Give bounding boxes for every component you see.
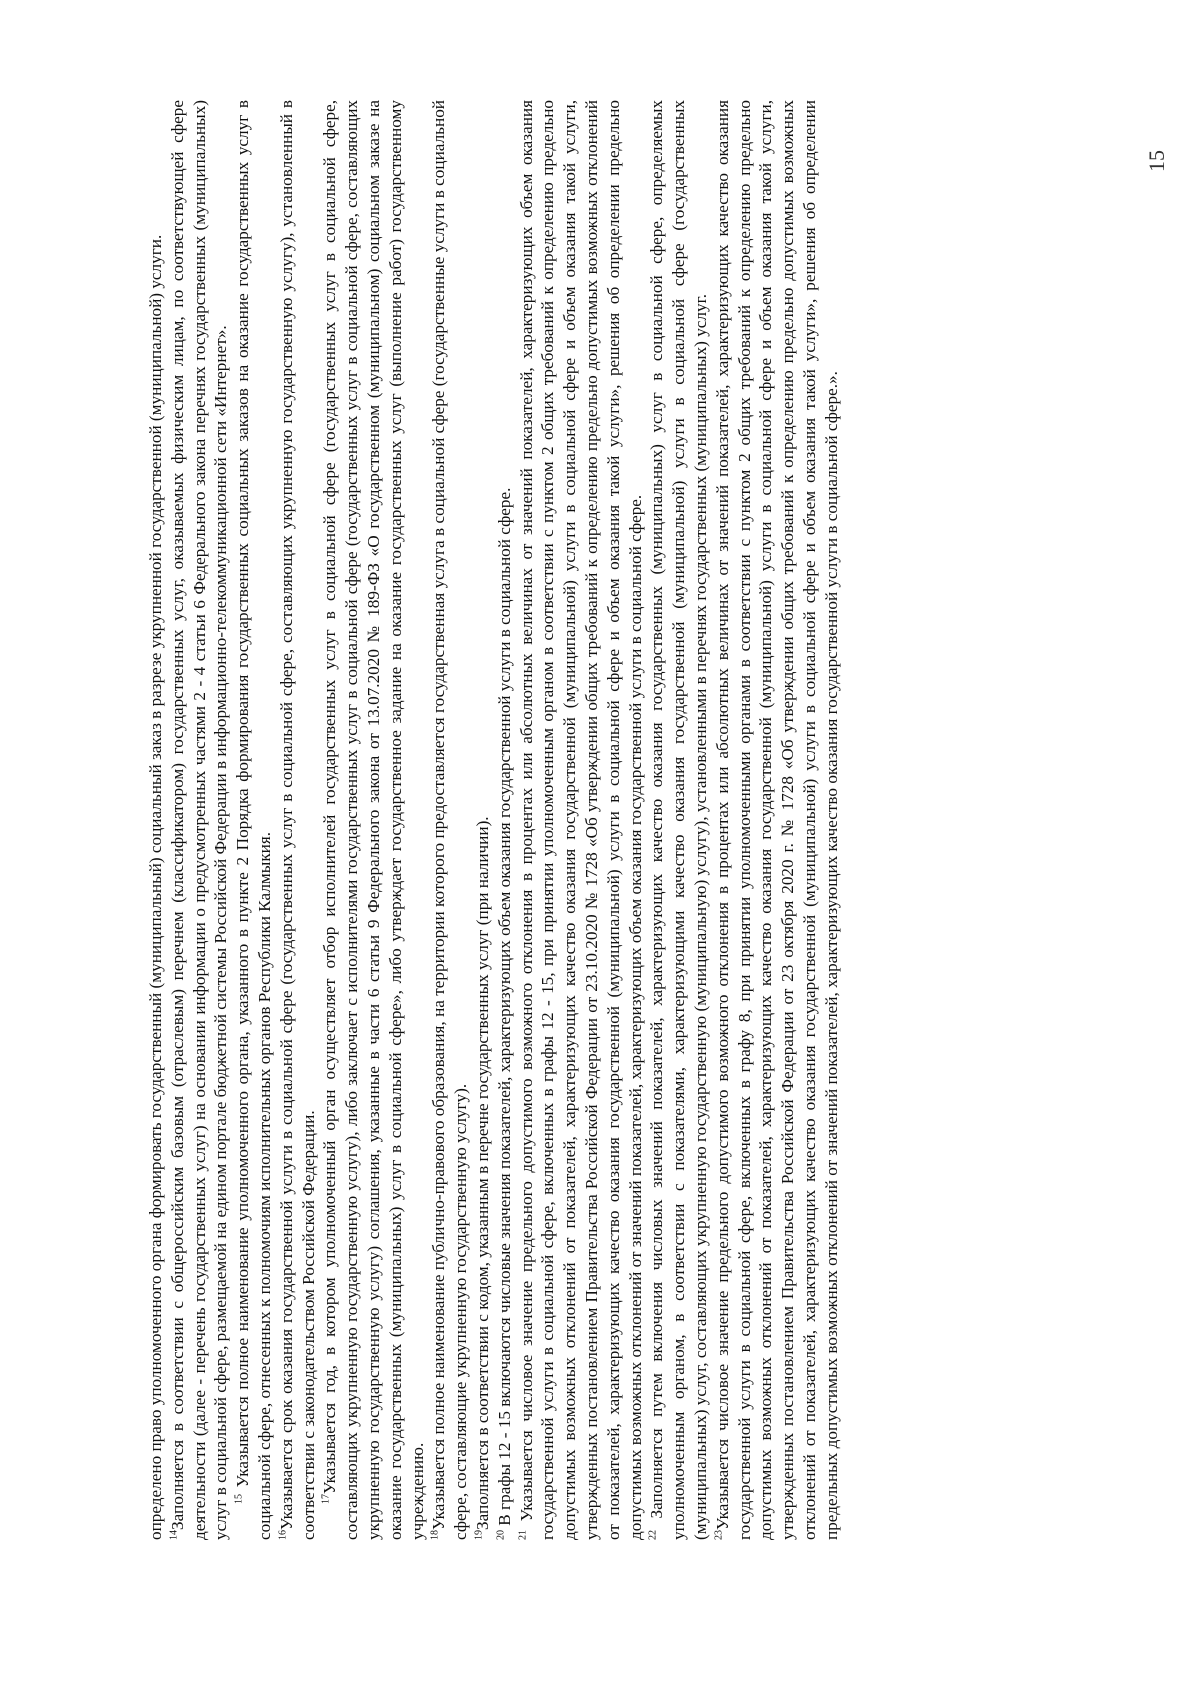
footnote-marker: 14: [168, 1530, 180, 1540]
footnote-17: [319, 100, 428, 1540]
footnote-marker: 17: [320, 1494, 332, 1504]
footnote-marker: 23: [712, 1530, 724, 1540]
page-number: 15: [1144, 150, 1169, 172]
footnotes-block: [145, 100, 843, 1540]
footnote-text: Указывается числовое значение предельного допустимого возможного отклонения в процентах или абсолютных величинах от значений показателей, характеризующих объем оказания государственной услуги в социальной сфере, включенных в графы 12 - 15, при принятии уполномоченным органом в соответствии с пунктом 2 общих требований к определению предельно допустимых возможных отклонений от показателей, характеризующих качество оказания государственной (муниципальной) услуги в социальной сфере и объем оказания такой услуги, утвержденных постановлением Правительства Российской Федерации от 23.10.2020 № 1728 «Об утверждении общих требований к определению предельно допустимых возможных отклонений от показателей, характеризующих качество оказания государственной (муниципальной) услуги в социальной сфере и объем оказания такой услуги», решения об определении предельно допустимых возможных отклонений от значений показателей, характеризующих объем оказания государственной услуги в социальной сфере.: [516, 99, 645, 1540]
rotated-page: [145, 100, 1060, 1540]
footnote-marker: 19: [473, 1530, 485, 1540]
footnote-continuation: [145, 100, 167, 1540]
footnote-marker: 20: [495, 1530, 507, 1540]
footnote-text: Заполняется в соответствии с кодом, указанным в перечне государственных услуг (при наличии).: [472, 816, 492, 1530]
footnote-20: [494, 100, 516, 1540]
footnote-19: [472, 100, 494, 1540]
footnote-marker: 22: [647, 1530, 659, 1540]
footnote-text: Заполняется в соответствии с общероссийским базовым (отраслевым) перечнем (классификатором) государственных услуг, оказываемых физическим лицам, по соответствующей сфере деятельности (далее - перечень государственных услуг) на основании информации о предусмотренных частями 2 - 4 статьи 6 Федерального закона перечнях государственных (муниципальных) услуг в социальной сфере, размещаемой на едином портале бюджетной системы Российской Федерации в информационно-телекоммуникационной сети «Интернет».: [167, 100, 231, 1540]
footnote-text: Указывается полное наименование уполномоченного органа, указанного в пункте 2 Порядка формирования государственных социальных заказов на оказание государственных услуг в социальной сфере, отнесенных к полномочиям исполнительных органов Республики Калмыкия.: [233, 99, 274, 1540]
footnote-text: Указывается числовое значение предельного допустимого возможного отклонения в процентах или абсолютных величинах от значений показателей, характеризующих качество оказания государственной услуги в социальной сфере, включенных в графу 8, при принятии уполномоченными органами в соответствии с пунктом 2 общих требований к определению предельно допустимых возможных отклонений от показателей, характеризующих качество оказания государственной (муниципальной) услуги в социальной сфере и объем оказания такой услуги, утвержденных постановлением Правительства Российской Федерации от 23 октября 2020 г. № 1728 «Об утверждении общих требований к определению предельно допустимых возможных отклонений от показателей, характеризующих качество оказания государственной (муниципальной) услуги в социальной сфере и объем оказания такой услуги», решения об определении предельных допустимых возможных отклонений от значений показателей, характеризующих качество оказания государственной услуги в социальной сфере.».: [712, 100, 841, 1540]
footnote-18: [428, 100, 472, 1540]
footnote-marker: 16: [277, 1530, 289, 1540]
footnote-text: Указывается полное наименование публично-правового образования, на территории которого предоставляется государственная услуга в социальной сфере (государственные услуги в социальной сфере, составляющие укрупненную государственную услугу).: [429, 100, 471, 1540]
footnote-text: Указывается срок оказания государственной услуги в социальной сфере (государственных услуг в социальной сфере, составляющих укрупненную государственную услугу), установленный в соответствии с законодательством Российской Федерации.: [276, 100, 318, 1540]
footnote-marker: 18: [429, 1530, 441, 1540]
footnote-text: Указывается год, в котором уполномоченный орган осуществляет отбор исполнителей государственных услуг в социальной сфере (государственных услуг в социальной сфере, составляющих укрупненную государственную услугу), либо заключает с исполнителями государственных услуг в социальной сфере (государственных услуг в социальной сфере, составляющих укрупненную государственную услугу) соглашения, указанные в части 6 статьи 9 Федерального закона от 13.07.2020 № 189-ФЗ «О государственном (муниципальном) социальном заказе на оказание государственных (муниципальных) услуг в социальной сфере», либо утверждает государственное задание на оказание государственных услуг (выполнение работ) государственному учреждению.: [320, 100, 427, 1540]
footnote-marker: 21: [516, 1530, 528, 1540]
footnote-14: [167, 100, 232, 1540]
footnote-23: [712, 100, 843, 1540]
footnote-text: Заполняется путем включения числовых значений показателей, характеризующих качество оказания государственных (муниципальных) услуг в социальной сфере, определяемых уполномоченным органом, в соответствии с показателями, характеризующими качество оказания государственной (муниципальной) услуги в социальной сфере (государственных (муниципальных) услуг, составляющих укрупненную государственную (муниципальную) услугу), установленными в перечнях государственных (муниципальных) услуг.: [647, 99, 710, 1540]
footnote-15: [232, 100, 276, 1540]
footnote-21: [516, 100, 647, 1540]
footnote-text: В графы 12 - 15 включаются числовые значения показателей, характеризующих объем оказания государственной услуги в социальной сфере.: [494, 487, 514, 1526]
footnote-16: [276, 100, 320, 1540]
footnote-22: [646, 100, 711, 1540]
footnote-text: определено право уполномоченного органа формировать государственный (муниципальный) социальный заказ в разрезе укрупненной государственной (муниципальной) услуги.: [146, 234, 165, 1540]
footnote-marker: 15: [233, 1494, 245, 1504]
